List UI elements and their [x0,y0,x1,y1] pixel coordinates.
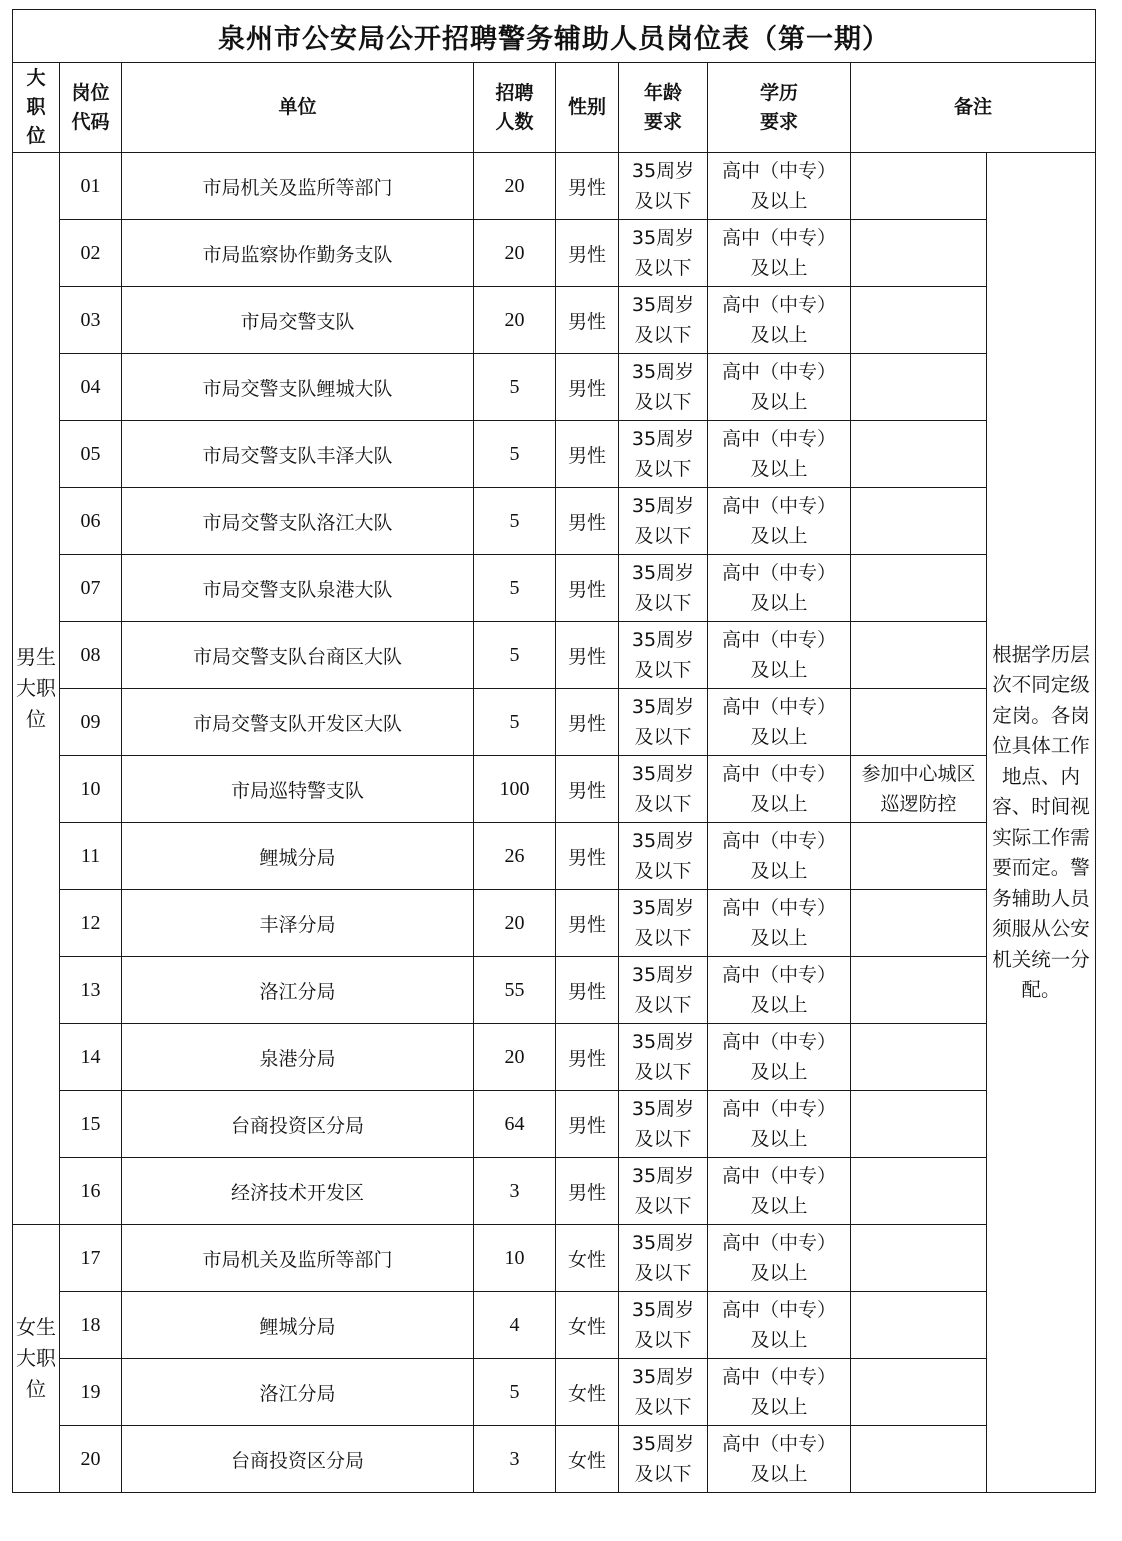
unit-name: 市局交警支队丰泽大队 [122,421,474,488]
education-requirement: 高中（中专） 及以上 [708,890,851,957]
gender: 女性 [556,1359,619,1426]
recruit-count: 10 [474,1225,556,1292]
position-code: 08 [60,622,122,689]
gender: 男性 [556,823,619,890]
table-row [13,1292,1096,1359]
recruit-count: 3 [474,1158,556,1225]
unit-name: 市局巡特警支队 [122,756,474,823]
unit-name: 泉港分局 [122,1024,474,1091]
row-note [851,555,987,622]
position-code: 12 [60,890,122,957]
header-gender: 性别 [556,63,619,153]
gender: 男性 [556,220,619,287]
unit-name: 台商投资区分局 [122,1426,474,1493]
table-row [13,1225,1096,1292]
row-note [851,1292,987,1359]
position-code: 16 [60,1158,122,1225]
position-code: 01 [60,153,122,220]
age-requirement: 35周岁 及以下 [619,153,708,220]
gender: 男性 [556,421,619,488]
education-requirement: 高中（中专） 及以上 [708,1225,851,1292]
education-requirement: 高中（中专） 及以上 [708,622,851,689]
age-requirement: 35周岁 及以下 [619,1091,708,1158]
position-code: 04 [60,354,122,421]
recruit-count: 5 [474,354,556,421]
education-requirement: 高中（中专） 及以上 [708,220,851,287]
unit-name: 洛江分局 [122,957,474,1024]
unit-name: 市局交警支队洛江大队 [122,488,474,555]
unit-name: 市局监察协作勤务支队 [122,220,474,287]
row-note [851,689,987,756]
position-code: 05 [60,421,122,488]
row-note: 参加中心城区 巡逻防控 [851,756,987,823]
education-requirement: 高中（中专） 及以上 [708,287,851,354]
row-note [851,890,987,957]
education-requirement: 高中（中专） 及以上 [708,1091,851,1158]
recruit-count: 5 [474,421,556,488]
recruit-count: 20 [474,287,556,354]
table-row [13,220,1096,287]
row-note [851,1359,987,1426]
header-count: 招聘 人数 [474,63,556,153]
age-requirement: 35周岁 及以下 [619,957,708,1024]
recruit-count: 55 [474,957,556,1024]
education-requirement: 高中（中专） 及以上 [708,957,851,1024]
unit-name: 市局交警支队 [122,287,474,354]
gender: 女性 [556,1292,619,1359]
age-requirement: 35周岁 及以下 [619,823,708,890]
gender: 男性 [556,488,619,555]
position-code: 20 [60,1426,122,1493]
table-row [13,1024,1096,1091]
age-requirement: 35周岁 及以下 [619,287,708,354]
recruit-count: 5 [474,555,556,622]
education-requirement: 高中（中专） 及以上 [708,555,851,622]
table-row [13,1158,1096,1225]
header-category: 大 职 位 [13,63,60,153]
recruit-count: 20 [474,153,556,220]
recruit-count: 20 [474,890,556,957]
education-requirement: 高中（中专） 及以上 [708,756,851,823]
position-code: 07 [60,555,122,622]
row-note [851,220,987,287]
unit-name: 鲤城分局 [122,1292,474,1359]
row-note [851,1225,987,1292]
age-requirement: 35周岁 及以下 [619,1426,708,1493]
table-row [13,153,1096,220]
unit-name: 市局交警支队开发区大队 [122,689,474,756]
recruit-count: 5 [474,622,556,689]
row-note [851,1426,987,1493]
gender: 男性 [556,287,619,354]
row-note [851,823,987,890]
unit-name: 市局机关及监所等部门 [122,153,474,220]
education-requirement: 高中（中专） 及以上 [708,1292,851,1359]
row-note [851,957,987,1024]
unit-name: 市局机关及监所等部门 [122,1225,474,1292]
header-unit: 单位 [122,63,474,153]
unit-name: 经济技术开发区 [122,1158,474,1225]
table-row [13,555,1096,622]
age-requirement: 35周岁 及以下 [619,1158,708,1225]
row-note [851,622,987,689]
age-requirement: 35周岁 及以下 [619,354,708,421]
row-note [851,1024,987,1091]
table-row [13,756,1096,823]
unit-name: 洛江分局 [122,1359,474,1426]
recruit-count: 20 [474,1024,556,1091]
table-row [13,354,1096,421]
row-note [851,287,987,354]
education-requirement: 高中（中专） 及以上 [708,689,851,756]
recruit-count: 64 [474,1091,556,1158]
recruit-count: 26 [474,823,556,890]
table-row [13,421,1096,488]
row-note [851,488,987,555]
row-note [851,1091,987,1158]
education-requirement: 高中（中专） 及以上 [708,1024,851,1091]
table-row [13,1426,1096,1493]
education-requirement: 高中（中专） 及以上 [708,1359,851,1426]
position-code: 17 [60,1225,122,1292]
gender: 男性 [556,622,619,689]
gender: 女性 [556,1426,619,1493]
position-code: 09 [60,689,122,756]
education-requirement: 高中（中专） 及以上 [708,1158,851,1225]
gender: 男性 [556,354,619,421]
education-requirement: 高中（中专） 及以上 [708,354,851,421]
table-row [13,1359,1096,1426]
age-requirement: 35周岁 及以下 [619,488,708,555]
recruit-count: 20 [474,220,556,287]
header-education: 学历 要求 [708,63,851,153]
position-code: 18 [60,1292,122,1359]
table-row [13,622,1096,689]
gender: 男性 [556,890,619,957]
position-code: 15 [60,1091,122,1158]
age-requirement: 35周岁 及以下 [619,1024,708,1091]
table-row [13,957,1096,1024]
table-row [13,689,1096,756]
header-notes: 备注 [851,63,1096,153]
position-code: 13 [60,957,122,1024]
position-code: 06 [60,488,122,555]
education-requirement: 高中（中专） 及以上 [708,153,851,220]
age-requirement: 35周岁 及以下 [619,689,708,756]
general-remark: 根据学历层次不同定级定岗。各岗位具体工作地点、内容、时间视实际工作需要而定。警务辅助人员须服从公安机关统一分配。 [987,153,1096,1493]
table-row [13,823,1096,890]
table-row [13,890,1096,957]
position-code: 10 [60,756,122,823]
recruit-count: 100 [474,756,556,823]
education-requirement: 高中（中专） 及以上 [708,488,851,555]
age-requirement: 35周岁 及以下 [619,555,708,622]
table-row [13,488,1096,555]
age-requirement: 35周岁 及以下 [619,756,708,823]
age-requirement: 35周岁 及以下 [619,1225,708,1292]
unit-name: 台商投资区分局 [122,1091,474,1158]
position-code: 19 [60,1359,122,1426]
header-age: 年龄 要求 [619,63,708,153]
gender: 男性 [556,1024,619,1091]
table-row [13,1091,1096,1158]
education-requirement: 高中（中专） 及以上 [708,1426,851,1493]
unit-name: 丰泽分局 [122,890,474,957]
unit-name: 鲤城分局 [122,823,474,890]
recruit-count: 5 [474,689,556,756]
unit-name: 市局交警支队台商区大队 [122,622,474,689]
row-note [851,153,987,220]
recruitment-table [12,9,1096,1493]
gender: 男性 [556,1091,619,1158]
age-requirement: 35周岁 及以下 [619,1359,708,1426]
header-code: 岗位 代码 [60,63,122,153]
gender: 男性 [556,153,619,220]
age-requirement: 35周岁 及以下 [619,622,708,689]
position-code: 14 [60,1024,122,1091]
table-row [13,287,1096,354]
header-row [13,63,1096,153]
recruit-count: 5 [474,1359,556,1426]
age-requirement: 35周岁 及以下 [619,220,708,287]
recruit-count: 5 [474,488,556,555]
age-requirement: 35周岁 及以下 [619,1292,708,1359]
age-requirement: 35周岁 及以下 [619,890,708,957]
row-note [851,1158,987,1225]
education-requirement: 高中（中专） 及以上 [708,421,851,488]
category-female: 女生 大职 位 [13,1225,60,1493]
gender: 男性 [556,555,619,622]
recruit-count: 4 [474,1292,556,1359]
row-note [851,354,987,421]
recruit-count: 3 [474,1426,556,1493]
category-male: 男生 大职 位 [13,153,60,1225]
education-requirement: 高中（中专） 及以上 [708,823,851,890]
gender: 男性 [556,756,619,823]
gender: 男性 [556,689,619,756]
page-title: 泉州市公安局公开招聘警务辅助人员岗位表（第一期） [13,10,1096,63]
row-note [851,421,987,488]
gender: 女性 [556,1225,619,1292]
position-code: 03 [60,287,122,354]
position-code: 11 [60,823,122,890]
gender: 男性 [556,957,619,1024]
gender: 男性 [556,1158,619,1225]
unit-name: 市局交警支队泉港大队 [122,555,474,622]
position-code: 02 [60,220,122,287]
age-requirement: 35周岁 及以下 [619,421,708,488]
unit-name: 市局交警支队鲤城大队 [122,354,474,421]
